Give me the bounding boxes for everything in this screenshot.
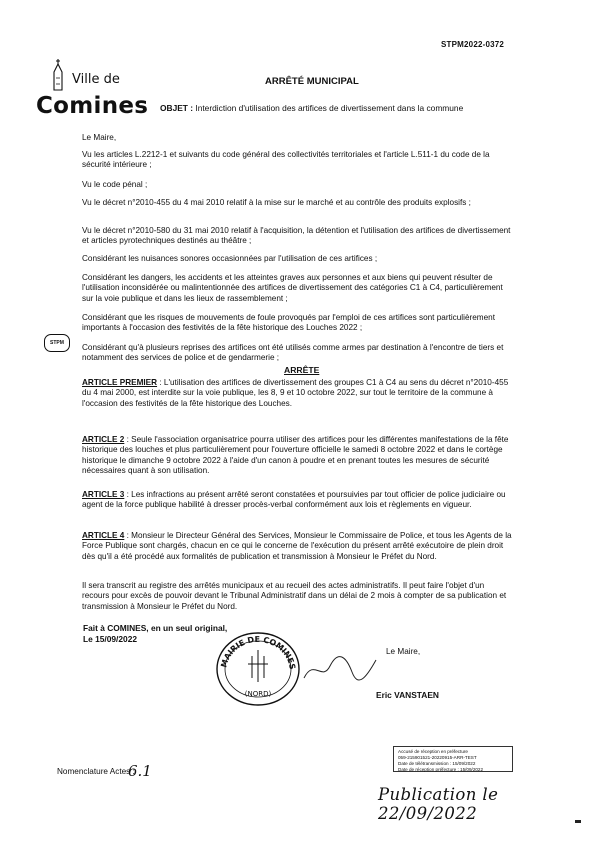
fait-a-line: Fait à COMINES, en un seul original,: [83, 623, 228, 633]
objet-label: OBJET :: [160, 103, 194, 113]
article-premier: [82, 378, 512, 409]
logo-comines: Comines: [36, 93, 149, 119]
scan-mark: [575, 820, 581, 823]
preamble-item: Vu le code pénal ;: [82, 180, 148, 189]
seal-text: MAIRIE DE COMINES: [219, 634, 297, 671]
handwritten-signature: [300, 648, 380, 688]
article-text: : Seule l'association organisatrice pourra utiliser des artifices pour les différentes manifestations de la fête historique des louches et plus particulièrement pour l'ouverture officielle le samedi 8 octobre 2022 et dans le cortège historique le dimanche 9 octobre 2022 à l'aide d'un canon à poudre et en prenant toutes les mesures de sécurité nécessaires quant à son utilisation.: [82, 435, 509, 476]
article-label: ARTICLE PREMIER: [82, 378, 158, 387]
closing-paragraph: Il sera transcrit au registre des arrêtés municipaux et au recueil des actes administratifs. Il peut faire l'objet d'un recours pour excès de pouvoir devant le Tribunal Administratif dans un délai de 2 mois à compter de sa publication et transmission à Monsieur le Préfet du Nord.: [82, 581, 507, 611]
page-title: ARRÊTÉ MUNICIPAL: [265, 76, 359, 87]
receipt-line: 059-215901521-20220915-ARR-TEST: [398, 755, 477, 760]
article-label: ARTICLE 3: [82, 490, 125, 499]
article-2: [82, 435, 512, 477]
article-text: : Monsieur le Directeur Général des Services, Monsieur le Commissaire de Police, et tous les Agents de la Force Publique sont chargés, chacun en ce qui le concerne de l'exécution du présent arrêté exécutoire de plein droit dès qu'il a été procédé aux formalités de publication et transmission à Monsieur le Préfet du Nord.: [82, 531, 512, 561]
article-label: ARTICLE 4: [82, 531, 125, 540]
fait-a-block: [83, 623, 227, 645]
preamble-item: Considérant qu'à plusieurs reprises des artifices ont été utilisés comme armes par destination à l'encontre de tiers et notamment des services de police et de gendarmerie ;: [82, 343, 504, 363]
article-label: ARTICLE 2: [82, 435, 125, 444]
date-line: Le 15/09/2022: [83, 634, 138, 644]
signer-name: Eric VANSTAEN: [376, 690, 439, 700]
church-tower-icon: [48, 58, 68, 92]
preamble-item: Considérant les nuisances sonores occasionnées par l'utilisation de ces artifices ;: [82, 254, 378, 263]
preamble-item: Considérant que les risques de mouvements de foule provoqués par l'emploi de ces artifices sont particulièrement importants à l'occasion des festivités de la fête historique des Louches 2022 ;: [82, 313, 495, 333]
stpm-stamp: STPM: [44, 334, 70, 352]
article-3: [82, 490, 512, 511]
arrete-heading: ARRÊTE: [284, 365, 320, 375]
receipt-line: Accusé de réception en préfecture: [398, 749, 468, 754]
article-text: : Les infractions au présent arrêté seront constatées et poursuivies par tout officier de police judiciaire ou agent de la force publique habilité à dresser procès-verbal conformément aux lois et règlements en vigueur.: [82, 490, 506, 510]
receipt-line: Date de télétransmission : 15/09/2022: [398, 761, 476, 766]
mairie-seal-stamp: [214, 630, 302, 708]
article-text: : L'utilisation des artifices de divertissement des groupes C1 à C4 au sens du décret n°2010-455 du 4 mai 2000, est interdite sur la voie publique, les 8, 9 et 10 octobre 2022, sur tout le territoire de la commune à l'occasion des festivités de la fête historique des Louches.: [82, 378, 509, 408]
preamble-item: Le Maire,: [82, 133, 117, 142]
publication-handwritten-note: Publication le 22/09/2022: [378, 785, 499, 823]
receipt-line: Date de réception préfecture : 15/09/2022: [398, 767, 484, 772]
nomenclature-value: 6.1: [128, 762, 152, 780]
document-reference: STPM2022-0372: [441, 40, 505, 49]
objet-line: [160, 103, 520, 114]
prefecture-receipt-box: [393, 746, 513, 772]
seal-bottom-text: (NORD): [244, 690, 272, 698]
article-4: [82, 531, 512, 562]
preamble-item: Vu le décret n°2010-580 du 31 mai 2010 relatif à l'acquisition, la détention et l'utilisation des artifices de divertissement et articles pyrotechniques destinés au théâtre ;: [82, 226, 511, 246]
logo-ville-de: Ville de: [72, 72, 120, 87]
nomenclature-label: Nomenclature Actes :: [57, 767, 135, 776]
preamble-item: Vu les articles L.2212-1 et suivants du code général des collectivités territoriales et l'article L.511-1 du code de la sécurité intérieure ;: [82, 150, 490, 170]
preamble-item: Vu le décret n°2010-455 du 4 mai 2010 relatif à la mise sur le marché et au contrôle des produits explosifs ;: [82, 198, 471, 207]
preamble-item: Considérant les dangers, les accidents et les atteintes graves aux personnes et aux biens qui peuvent résulter de l'utilisation inconsidérée ou malintentionnée des artifices de divertissement des catégories C1 à C4, particulièrement sur la voie publique et dans les lieux de rassemblement ;: [82, 273, 503, 303]
le-maire-label: Le Maire,: [386, 647, 421, 656]
objet-text: Interdiction d'utilisation des artifices de divertissement dans la commune: [193, 103, 464, 113]
